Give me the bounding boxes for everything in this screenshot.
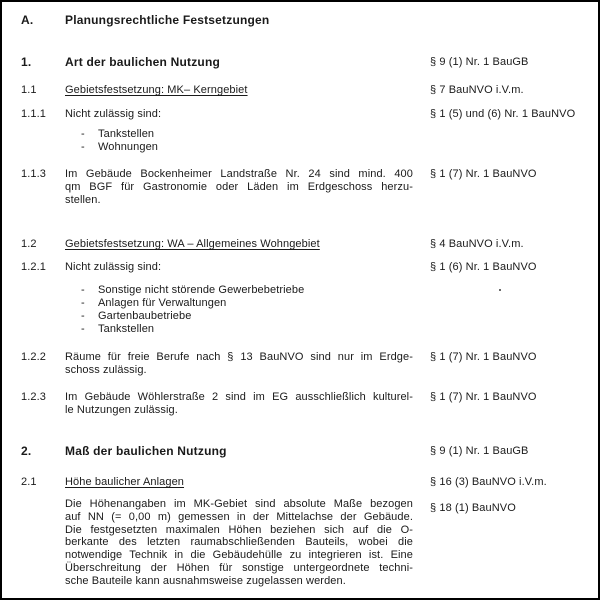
list-item <box>65 128 413 141</box>
empty-ref-cell <box>413 128 598 154</box>
list-item <box>65 284 413 297</box>
empty-number-cell <box>21 128 65 154</box>
legal-reference: § 1 (5) und (6) Nr. 1 BauNVO <box>430 108 576 120</box>
list-item <box>65 310 413 323</box>
paragraph-line: Räume für freie Berufe nach § 13 BauNVO sind nur im Erdge- <box>65 351 413 363</box>
bullet-list-row <box>2 128 598 154</box>
legal-reference: § 1 (7) Nr. 1 BauNVO <box>430 351 537 363</box>
section-body-row-2-1 <box>2 498 598 588</box>
empty-ref-cell <box>413 284 598 336</box>
section-number: 1.2 <box>21 238 37 250</box>
section-row-1-2-2 <box>2 351 598 377</box>
list-item-label: Anlagen für Verwaltungen <box>98 297 227 309</box>
paragraph-line: berkante des letzten raumabschließenden Bauteils, wobei die <box>65 536 413 549</box>
paragraph-line: Die Höhenangaben im MK-Gebiet sind absolute Maße bezogen <box>65 498 413 510</box>
paragraph-line: notwendige Technik in die Gebäudehülle zu integrieren ist. Eine <box>65 549 413 562</box>
legal-reference: § 1 (6) Nr. 1 BauNVO <box>430 261 537 273</box>
section-number: 1.1.1 <box>21 108 46 120</box>
section-row-1-2-1 <box>2 261 598 274</box>
document-heading-row <box>2 14 598 27</box>
legal-reference: § 9 (1) Nr. 1 BauGB <box>430 56 529 68</box>
legal-reference: § 1 (7) Nr. 1 BauNVO <box>430 391 537 403</box>
section-row-2 <box>2 445 598 458</box>
section-number: 1.1 <box>21 84 37 96</box>
empty-number-cell <box>21 284 65 336</box>
scan-artifact-dot <box>499 289 501 291</box>
section-row-1-1-3 <box>2 168 598 207</box>
legal-reference: § 16 (3) BauNVO i.V.m. <box>430 476 547 488</box>
paragraph-line: qm BGF für Gastronomie oder Läden im Erdgeschoss herzu- <box>65 181 413 193</box>
paragraph-line: Überschreitung der Höhen für sonstige untergeordnete techni- <box>65 561 413 574</box>
section-row-1-1 <box>2 84 598 97</box>
section-number: 1.2.3 <box>21 391 46 403</box>
legal-reference: § 1 (7) Nr. 1 BauNVO <box>430 168 537 180</box>
paragraph-line: schoss zulässig. <box>65 364 147 376</box>
paragraph-line: Im Gebäude Bockenheimer Landstraße Nr. 24 sind mind. 400 <box>65 168 413 180</box>
section-number: 2.1 <box>21 476 37 488</box>
legal-reference: § 9 (1) Nr. 1 BauGB <box>430 445 529 457</box>
paragraph-line: stellen. <box>65 194 101 206</box>
dash-bullet: - <box>81 297 85 309</box>
dash-bullet: - <box>81 141 85 153</box>
dash-bullet: - <box>81 128 85 140</box>
section-row-1-2 <box>2 238 598 251</box>
bullet-list-row <box>2 284 598 336</box>
dash-bullet: - <box>81 310 85 322</box>
section-row-2-1 <box>2 476 598 489</box>
section-number: 1. <box>21 55 32 69</box>
dash-bullet: - <box>81 323 85 335</box>
paragraph-line: auf NN (= 0,00 m) gemessen in der Mittelachse der Gebäude. <box>65 510 413 523</box>
section-title: Art der baulichen Nutzung <box>65 55 220 69</box>
section-title: Nicht zulässig sind: <box>65 108 162 120</box>
page-title: Planungsrechtliche Festsetzungen <box>65 13 270 27</box>
legal-reference: § 7 BauNVO i.V.m. <box>430 84 524 96</box>
section-number: 1.1.3 <box>21 168 46 180</box>
heading-ref-empty <box>413 14 598 27</box>
section-title-underlined: Gebietsfestsetzung: MK– Kerngebiet <box>65 84 248 96</box>
list-item <box>65 141 413 154</box>
list-item-label: Wohnungen <box>98 141 159 153</box>
section-paragraph <box>65 498 413 588</box>
section-paragraph <box>65 168 413 207</box>
dash-bullet: - <box>81 284 85 296</box>
section-title: Nicht zulässig sind: <box>65 261 162 273</box>
paragraph-line: Im Gebäude Wöhlerstraße 2 sind im EG ausschließlich kulturel- <box>65 391 413 403</box>
empty-number-cell <box>21 498 65 588</box>
section-row-1-2-3 <box>2 391 598 417</box>
list-item-label: Tankstellen <box>98 128 155 140</box>
legal-reference: § 18 (1) BauNVO <box>430 502 516 514</box>
section-title-underlined: Höhe baulicher Anlagen <box>65 476 185 488</box>
legal-reference: § 4 BauNVO i.V.m. <box>430 238 524 250</box>
list-item <box>65 323 413 336</box>
list-item-label: Tankstellen <box>98 323 155 335</box>
section-title-underlined: Gebietsfestsetzung: WA – Allgemeines Wohngebiet <box>65 238 320 250</box>
section-number: 1.2.2 <box>21 351 46 363</box>
section-number: 1.2.1 <box>21 261 46 273</box>
section-title: Maß der baulichen Nutzung <box>65 444 227 458</box>
paragraph-line: le Nutzungen zulässig. <box>65 404 178 416</box>
list-item-label: Gartenbaubetriebe <box>98 310 192 322</box>
list-item-label: Sonstige nicht störende Gewerbebetriebe <box>98 284 305 296</box>
list-item <box>65 297 413 310</box>
section-row-1 <box>2 56 598 69</box>
heading-number: A. <box>21 13 34 27</box>
section-paragraph <box>65 391 413 417</box>
section-paragraph <box>65 351 413 377</box>
section-number: 2. <box>21 444 32 458</box>
paragraph-line: Die festgesetzten maximalen Höhen beziehen sich auf die O- <box>65 523 413 536</box>
section-row-1-1-1 <box>2 108 598 121</box>
paragraph-line: sche Bauteile kann ausnahmsweise zugelassen werden. <box>65 574 346 587</box>
